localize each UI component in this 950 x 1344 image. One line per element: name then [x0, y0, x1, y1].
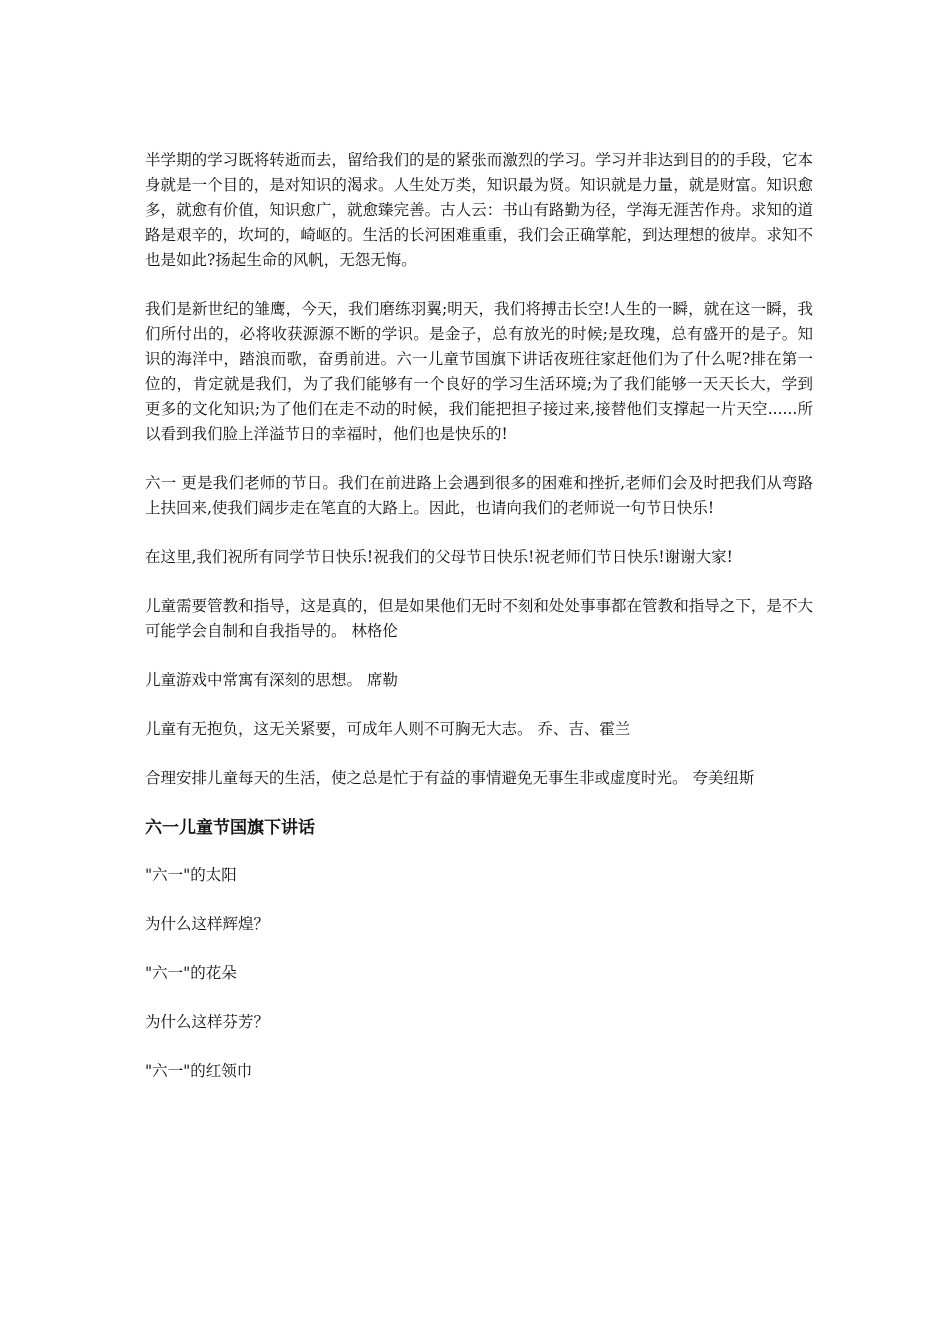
paragraph-eagles: 我们是新世纪的雏鹰，今天，我们磨练羽翼;明天，我们将搏击长空!人生的一瞬，就在这一瞬，我们所付出的，必将收获源源不断的学识。是金子，总有放光的时候;是玫瑰，总有盛开的是子。知识的海洋中，踏浪而歌，奋勇前进。六一儿童节国旗下讲话夜班往家赶他们为了什么呢?排在第一位的，肯定就是我们，为了我们能够有一个良好的学习生活环境;为了我们能够一天天长大，学到更多的文化知识;为了他们在走不动的时候，我们能把担子接过来,接替他们支撑起一片天空......所以看到我们脸上洋溢节日的幸福时，他们也是快乐的! [145, 300, 813, 443]
quote-comenius: 合理安排儿童每天的生活，使之总是忙于有益的事情避免无事生非或虚度时光。 夸美纽斯 [145, 769, 755, 787]
poem-line: "六一"的花朵 [145, 964, 237, 982]
paragraph-wishes: 在这里,我们祝所有同学节日快乐!祝我们的父母节日快乐!祝老师们节日快乐!谢谢大家! [145, 548, 733, 566]
poem-line: "六一"的红领巾 [145, 1062, 253, 1080]
quote-holland: 儿童有无抱负，这无关紧要，可成年人则不可胸无大志。 乔、吉、霍兰 [145, 720, 631, 738]
document-page [145, 148, 813, 1108]
poem-line: 为什么这样芬芳？ [145, 1013, 270, 1031]
quote-schiller: 儿童游戏中常寓有深刻的思想。 席勒 [145, 671, 398, 689]
poem-line: "六一"的太阳 [145, 866, 237, 884]
poem-line: 为什么这样辉煌？ [145, 915, 270, 933]
section-heading: 六一儿童节国旗下讲话 [145, 818, 315, 838]
paragraph-teachers: 六一 更是我们老师的节日。我们在前进路上会遇到很多的困难和挫折,老师们会及时把我们从弯路上扶回来,使我们阔步走在笔直的大路上。因此，也请向我们的老师说一句节日快乐! [145, 474, 813, 517]
paragraph-study: 半学期的学习既将转逝而去，留给我们的是的紧张而激烈的学习。学习并非达到目的的手段，它本身就是一个目的，是对知识的渴求。人生处万类，知识最为贤。知识就是力量，就是财富。知识愈多，就愈有价值，知识愈广，就愈臻完善。古人云：书山有路勤为径，学海无涯苦作舟。求知的道路是艰辛的，坎坷的，崎岖的。生活的长河困难重重，我们会正确掌舵，到达理想的彼岸。求知不也是如此?扬起生命的风帆，无怨无悔。 [145, 151, 813, 269]
quote-lingelun: 儿童需要管教和指导，这是真的，但是如果他们无时不刻和处处事事都在管教和指导之下，是不大可能学会自制和自我指导的。 林格伦 [145, 597, 813, 640]
